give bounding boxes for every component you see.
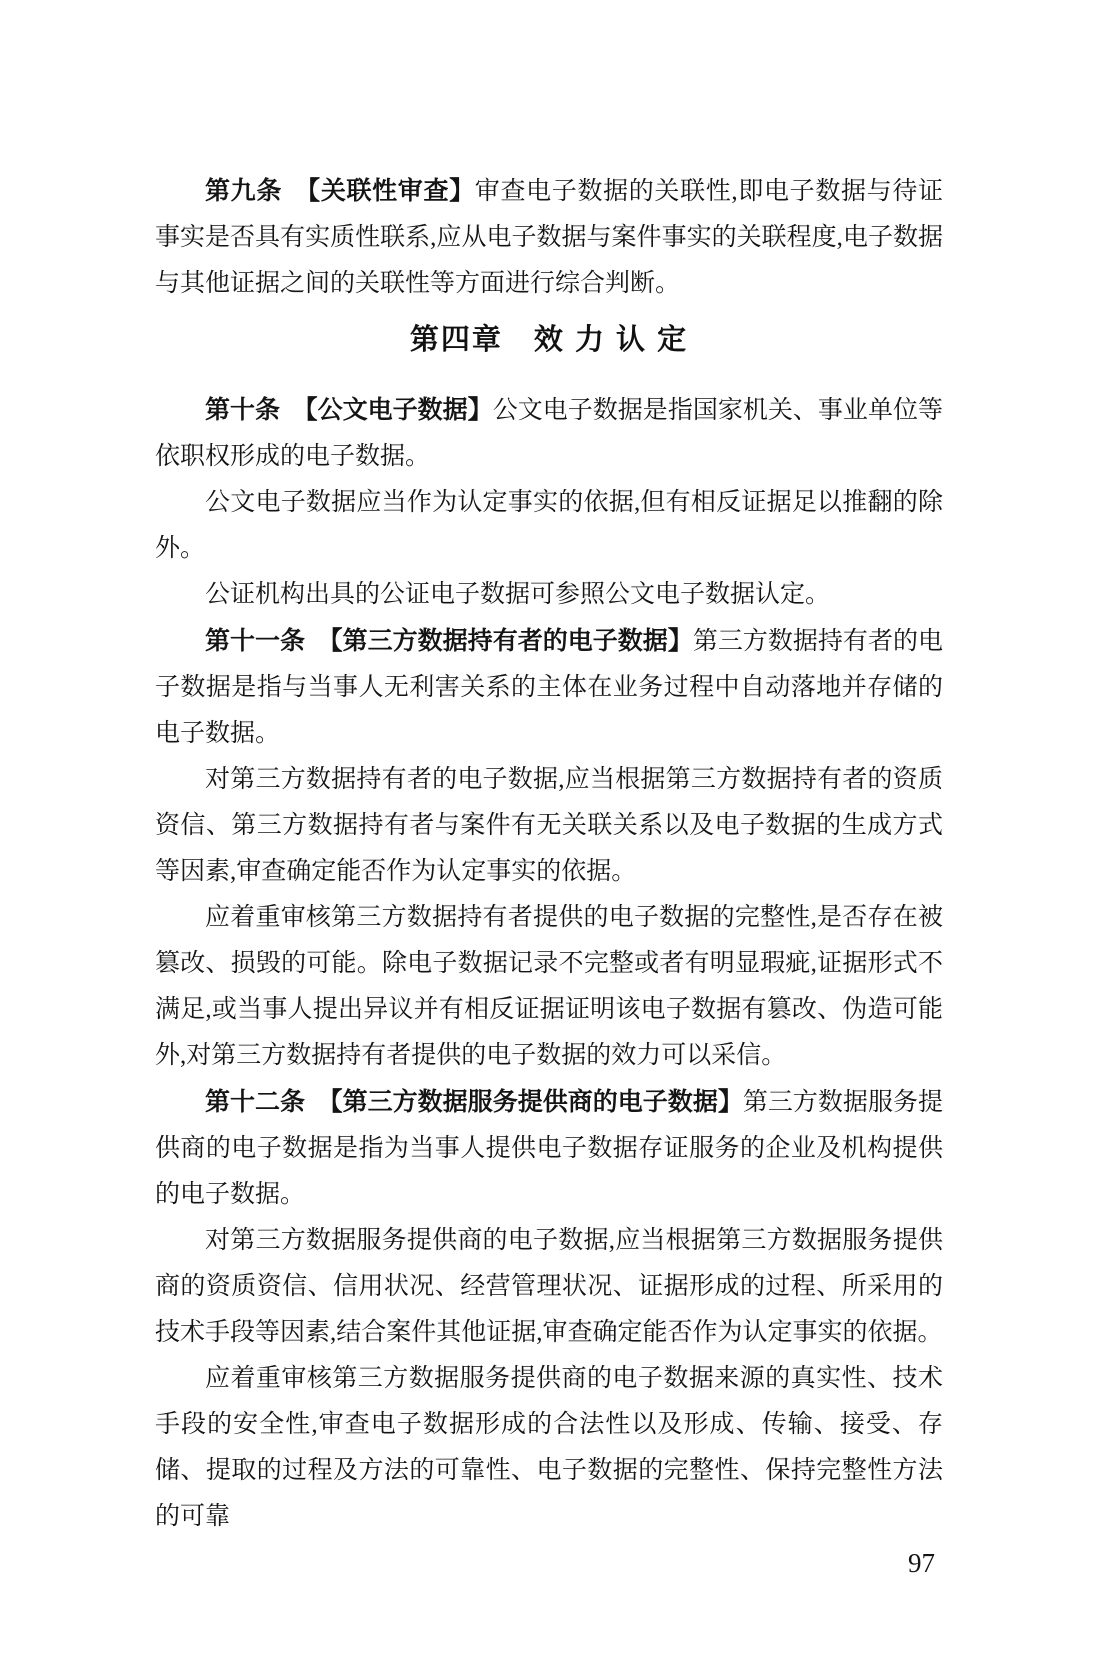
article-12-paragraph-2: 对第三方数据服务提供商的电子数据,应当根据第三方数据服务提供商的资质资信、信用状况、经营管理状况、证据形成的过程、所采用的技术手段等因素,结合案件其他证据,审查确定能否作为认定事实的依据。 bbox=[155, 1227, 943, 1346]
article-12-label: 第十二条 【第三方数据服务提供商的电子数据】 bbox=[205, 1088, 743, 1116]
article-12-body: 第三方数据服务提供商的电子数据是指为当事人提供电子数据存证服务的企业及机构提供的电子数据。 bbox=[155, 1089, 943, 1208]
article-11-paragraph bbox=[155, 618, 943, 757]
article-11-body: 第三方数据持有者的电子数据是指与当事人无利害关系的主体在业务过程中自动落地并存储的电子数据。 bbox=[155, 628, 943, 747]
article-12-paragraph bbox=[155, 1079, 943, 1218]
article-11-paragraph-3: 应着重审核第三方数据持有者提供的电子数据的完整性,是否存在被篡改、损毁的可能。除电子数据记录不完整或者有明显瑕疵,证据形式不满足,或当事人提出异议并有相反证据证明该电子数据有篡改、伪造可能外,对第三方数据持有者提供的电子数据的效力可以采信。 bbox=[155, 904, 943, 1069]
chapter-4-heading: 第四章 效 力 认 定 bbox=[409, 324, 689, 356]
article-9-label: 第九条 【关联性审查】 bbox=[205, 177, 475, 205]
page-number: 97 bbox=[908, 1548, 935, 1578]
article-9-paragraph bbox=[155, 168, 943, 307]
article-10-body: 公文电子数据是指国家机关、事业单位等依职权形成的电子数据。 bbox=[155, 397, 943, 470]
article-10-paragraph bbox=[155, 387, 943, 480]
article-10-paragraph-2: 公文电子数据应当作为认定事实的依据,但有相反证据足以推翻的除外。 bbox=[155, 489, 943, 562]
article-9-body: 审查电子数据的关联性,即电子数据与待证事实是否具有实质性联系,应从电子数据与案件事实的关联程度,电子数据与其他证据之间的关联性等方面进行综合判断。 bbox=[155, 178, 943, 297]
article-11-paragraph-2: 对第三方数据持有者的电子数据,应当根据第三方数据持有者的资质资信、第三方数据持有者与案件有无关联关系以及电子数据的生成方式等因素,审查确定能否作为认定事实的依据。 bbox=[155, 766, 943, 885]
article-11-label: 第十一条 【第三方数据持有者的电子数据】 bbox=[205, 627, 693, 655]
article-12-paragraph-3: 应着重审核第三方数据服务提供商的电子数据来源的真实性、技术手段的安全性,审查电子数据形成的合法性以及形成、传输、接受、存储、提取的过程及方法的可靠性、电子数据的完整性、保持完整性方法的可靠 bbox=[155, 1365, 943, 1530]
article-10-paragraph-3: 公证机构出具的公证电子数据可参照公文电子数据认定。 bbox=[205, 581, 831, 608]
article-10-label: 第十条 【公文电子数据】 bbox=[205, 396, 493, 424]
